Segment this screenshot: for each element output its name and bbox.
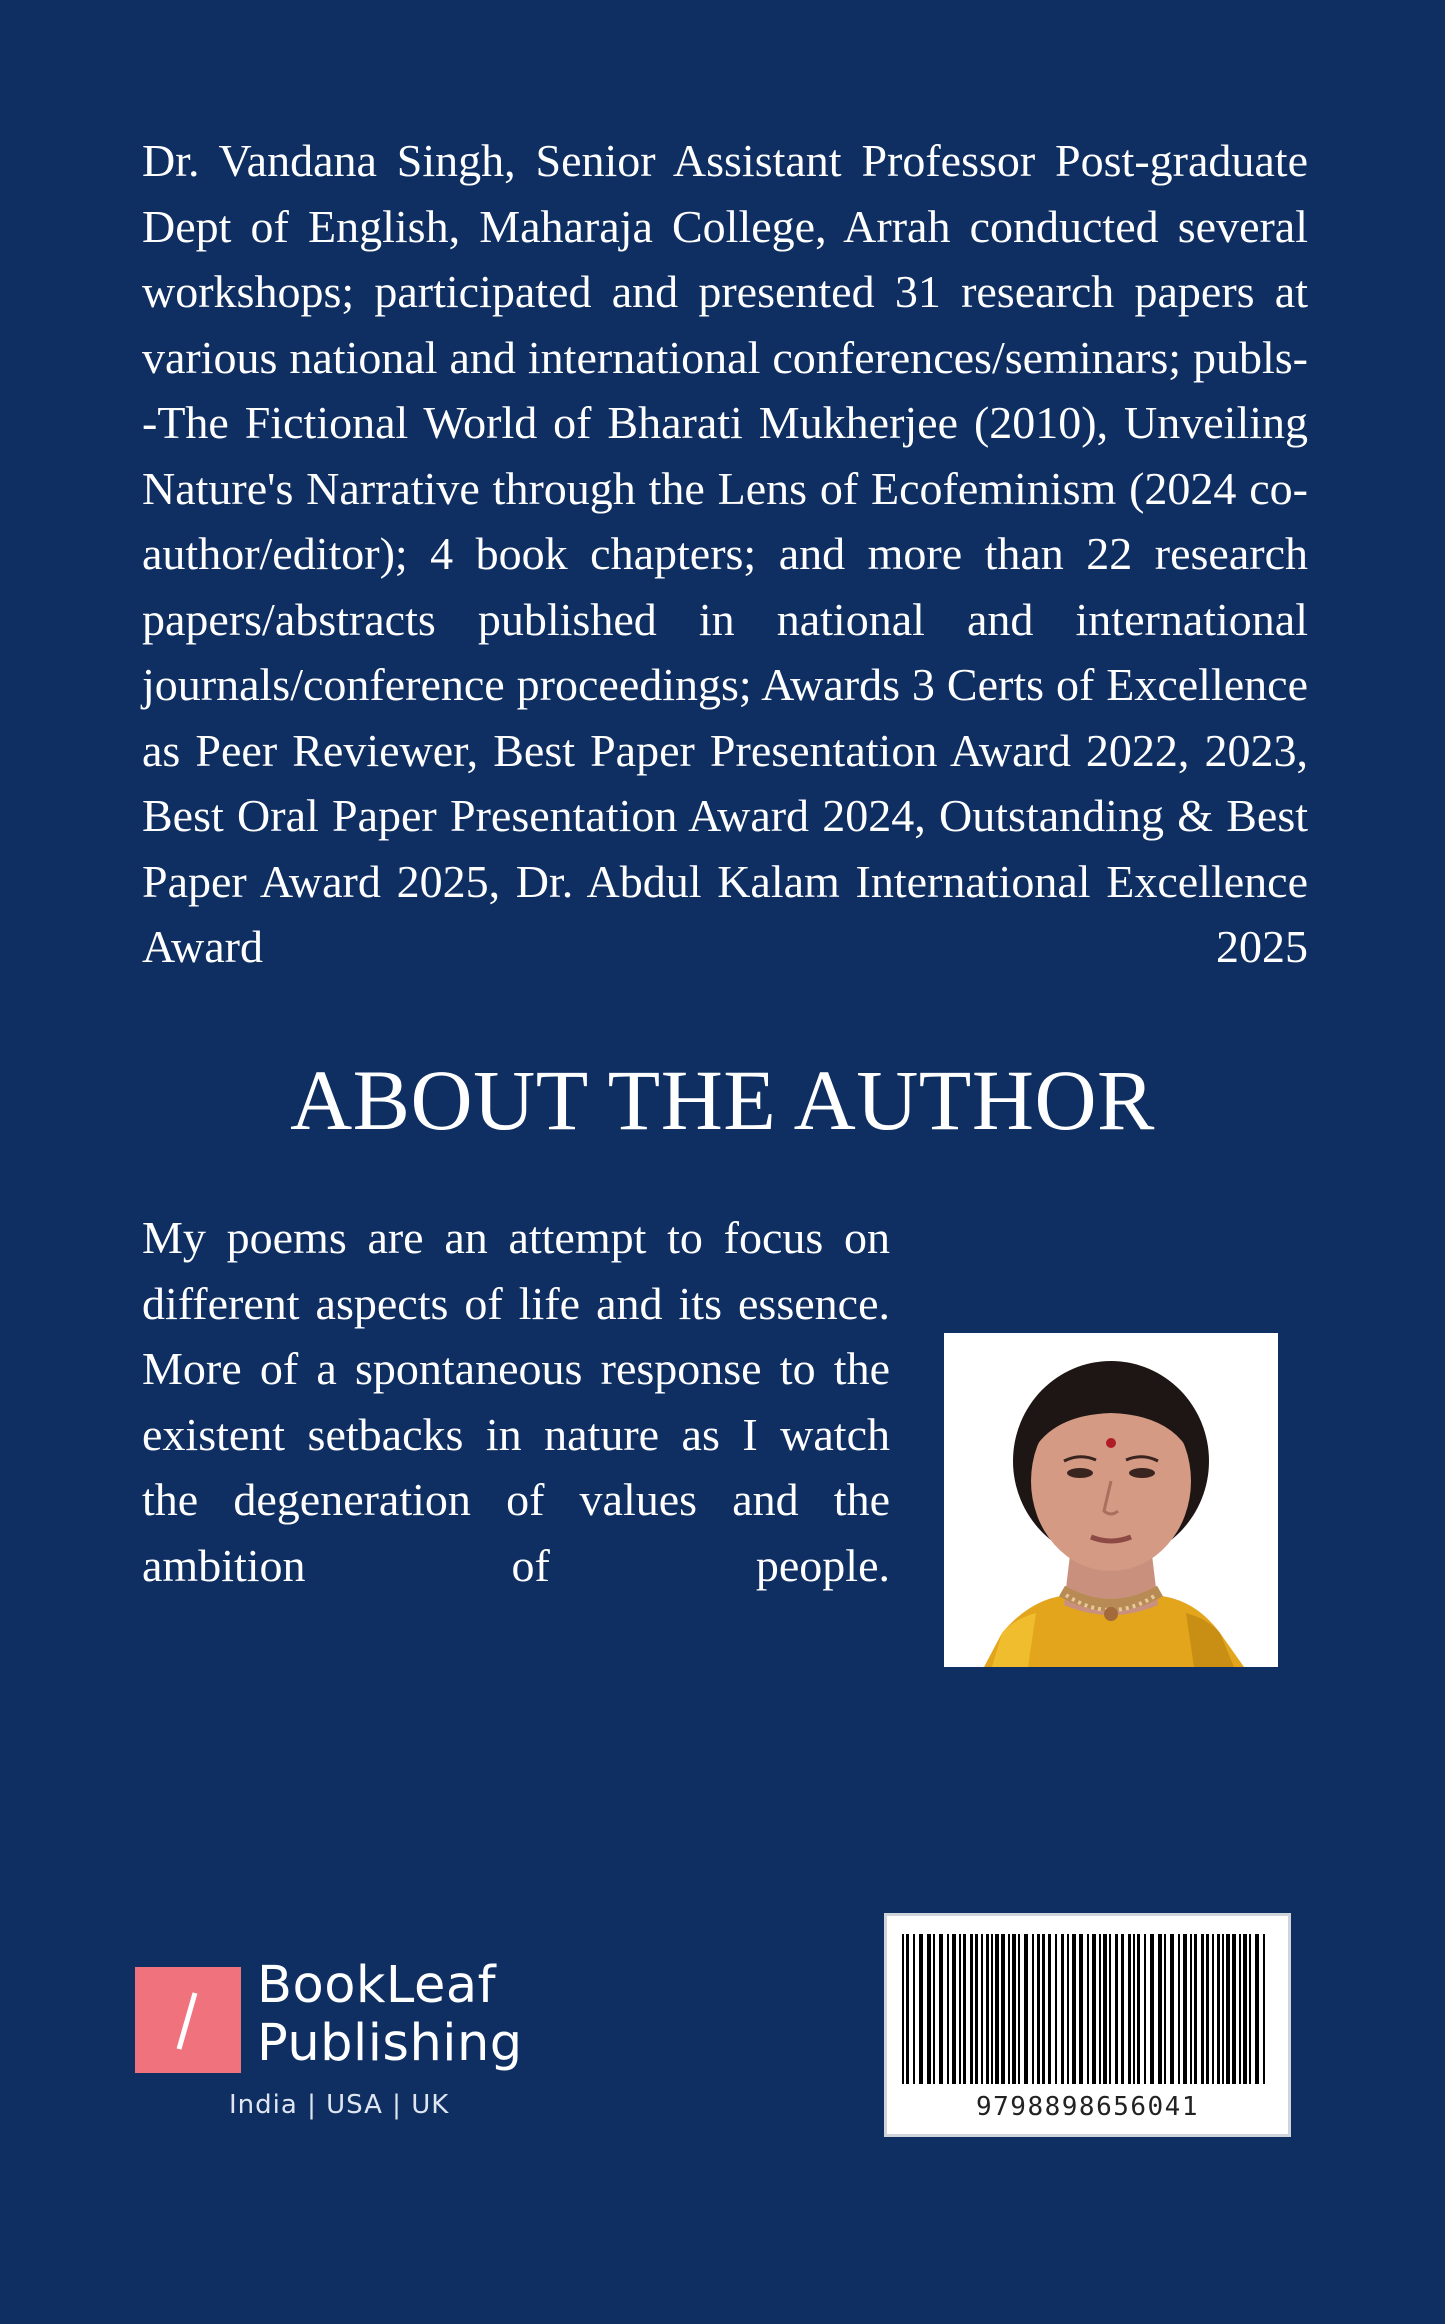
barcode-bar [1190, 1934, 1192, 2084]
barcode-bar [1099, 1934, 1101, 2084]
barcode-bar [991, 1934, 993, 2084]
barcode-bar [1255, 1934, 1259, 2084]
barcode-bar [1055, 1934, 1057, 2084]
barcode-bar [1133, 1934, 1135, 2084]
barcode-bar [1263, 1934, 1265, 2084]
barcode-bar [1232, 1934, 1236, 2084]
author-bio-text: Dr. Vandana Singh, Senior Assistant Professor Post-graduate Dept of English, Maharaja College, Arrah conducted several workshops; participated and presented 31 research papers at various national and international conferences/seminars; publs--The Fictional World of Bharati Mukherjee (2010), Unveiling Nature's Narrative through the Lens of Ecofeminism (2024 co-author/editor); 4 book chapters; and more than 22 research papers/abstracts published in national and international journals/conference proceedings; Awards 3 Certs of Excellence as Peer Reviewer, Best Paper Presentation Award 2022, 2023, Best Oral Paper Presentation Award 2024, Outstanding & Best Paper Award 2025, Dr. Abdul Kalam International Excellence Award 2025 [142, 135, 1308, 972]
barcode-bar [1137, 1934, 1140, 2084]
publisher-slash-icon [135, 1967, 241, 2073]
barcode-bar [1217, 1934, 1220, 2084]
barcode-bar [1061, 1934, 1064, 2084]
barcode-bar [1212, 1934, 1214, 2084]
barcode-bar [1103, 1934, 1107, 2084]
barcode-bar [1072, 1934, 1076, 2084]
publisher-name-line1: BookLeaf [257, 1956, 497, 2015]
barcode-bar [1087, 1934, 1089, 2084]
barcode-bar [1222, 1934, 1224, 2084]
barcode-bar [975, 1934, 978, 2084]
barcode-bar [1150, 1934, 1154, 2084]
barcode-bar [913, 1934, 915, 2084]
barcode-bar [1067, 1934, 1069, 2084]
barcode-bar [1037, 1934, 1040, 2084]
about-the-author-heading: ABOUT THE AUTHOR [290, 1052, 1155, 1148]
publisher-regions: India | USA | UK [229, 2090, 450, 2120]
barcode-bar [1128, 1934, 1131, 2084]
barcode-bar [995, 1934, 999, 2084]
barcode-bar [1079, 1934, 1083, 2084]
barcode-bar [1109, 1934, 1111, 2084]
barcode-bar [986, 1934, 989, 2084]
barcode-bar [1183, 1934, 1187, 2084]
barcode-bar [1115, 1934, 1118, 2084]
barcode-bar [933, 1934, 935, 2084]
barcode-bar [1092, 1934, 1096, 2084]
barcode-bar [1158, 1934, 1162, 2084]
barcode-bar [1164, 1934, 1166, 2084]
barcode-bar [1201, 1934, 1204, 2084]
barcode-bar [939, 1934, 943, 2084]
barcode-bar [1048, 1934, 1051, 2084]
barcode-bar [1008, 1934, 1010, 2084]
barcode-bar [963, 1934, 966, 2084]
barcode-bar [1243, 1934, 1247, 2084]
barcode-bar [1239, 1934, 1241, 2084]
barcode-bar [1170, 1934, 1174, 2084]
barcode-bar [1178, 1934, 1180, 2084]
barcode-bar [947, 1934, 949, 2084]
barcode-bar [1042, 1934, 1045, 2084]
barcode-bar [1249, 1934, 1251, 2084]
barcode-bar [970, 1934, 973, 2084]
barcode-bar [981, 1934, 983, 2084]
publisher-name-line2: Publishing [257, 2014, 523, 2073]
barcode-bar [906, 1934, 909, 2084]
publisher-name [257, 1957, 523, 2073]
barcode-bar [1012, 1934, 1016, 2084]
barcode-bar [1032, 1934, 1034, 2084]
barcode-bar [1018, 1934, 1020, 2084]
barcode-bar [1144, 1934, 1146, 2084]
author-photo [944, 1333, 1278, 1667]
publisher-logo [135, 1956, 555, 2133]
barcode-bar [1001, 1934, 1005, 2084]
isbn-number: 9798898656041 [976, 2092, 1199, 2122]
barcode-bar [919, 1934, 923, 2084]
barcode-bar [952, 1934, 956, 2084]
barcode-bar [1024, 1934, 1028, 2084]
barcode-bar [927, 1934, 931, 2084]
author-statement-text: My poems are an attempt to focus on different aspects of life and its essence. More of a spontaneous response to the existent setbacks in nature as I watch the degeneration of values and the ambition of people. [142, 1212, 890, 1591]
barcode-bar [1121, 1934, 1124, 2084]
barcode-bar [1194, 1934, 1197, 2084]
barcode-bars [902, 1934, 1273, 2084]
barcode-bar [1206, 1934, 1209, 2084]
isbn-barcode [884, 1913, 1291, 2137]
author-portrait-image [944, 1333, 1278, 1667]
barcode-bar [902, 1934, 904, 2084]
barcode-bar [1226, 1934, 1230, 2084]
barcode-bar [959, 1934, 961, 2084]
